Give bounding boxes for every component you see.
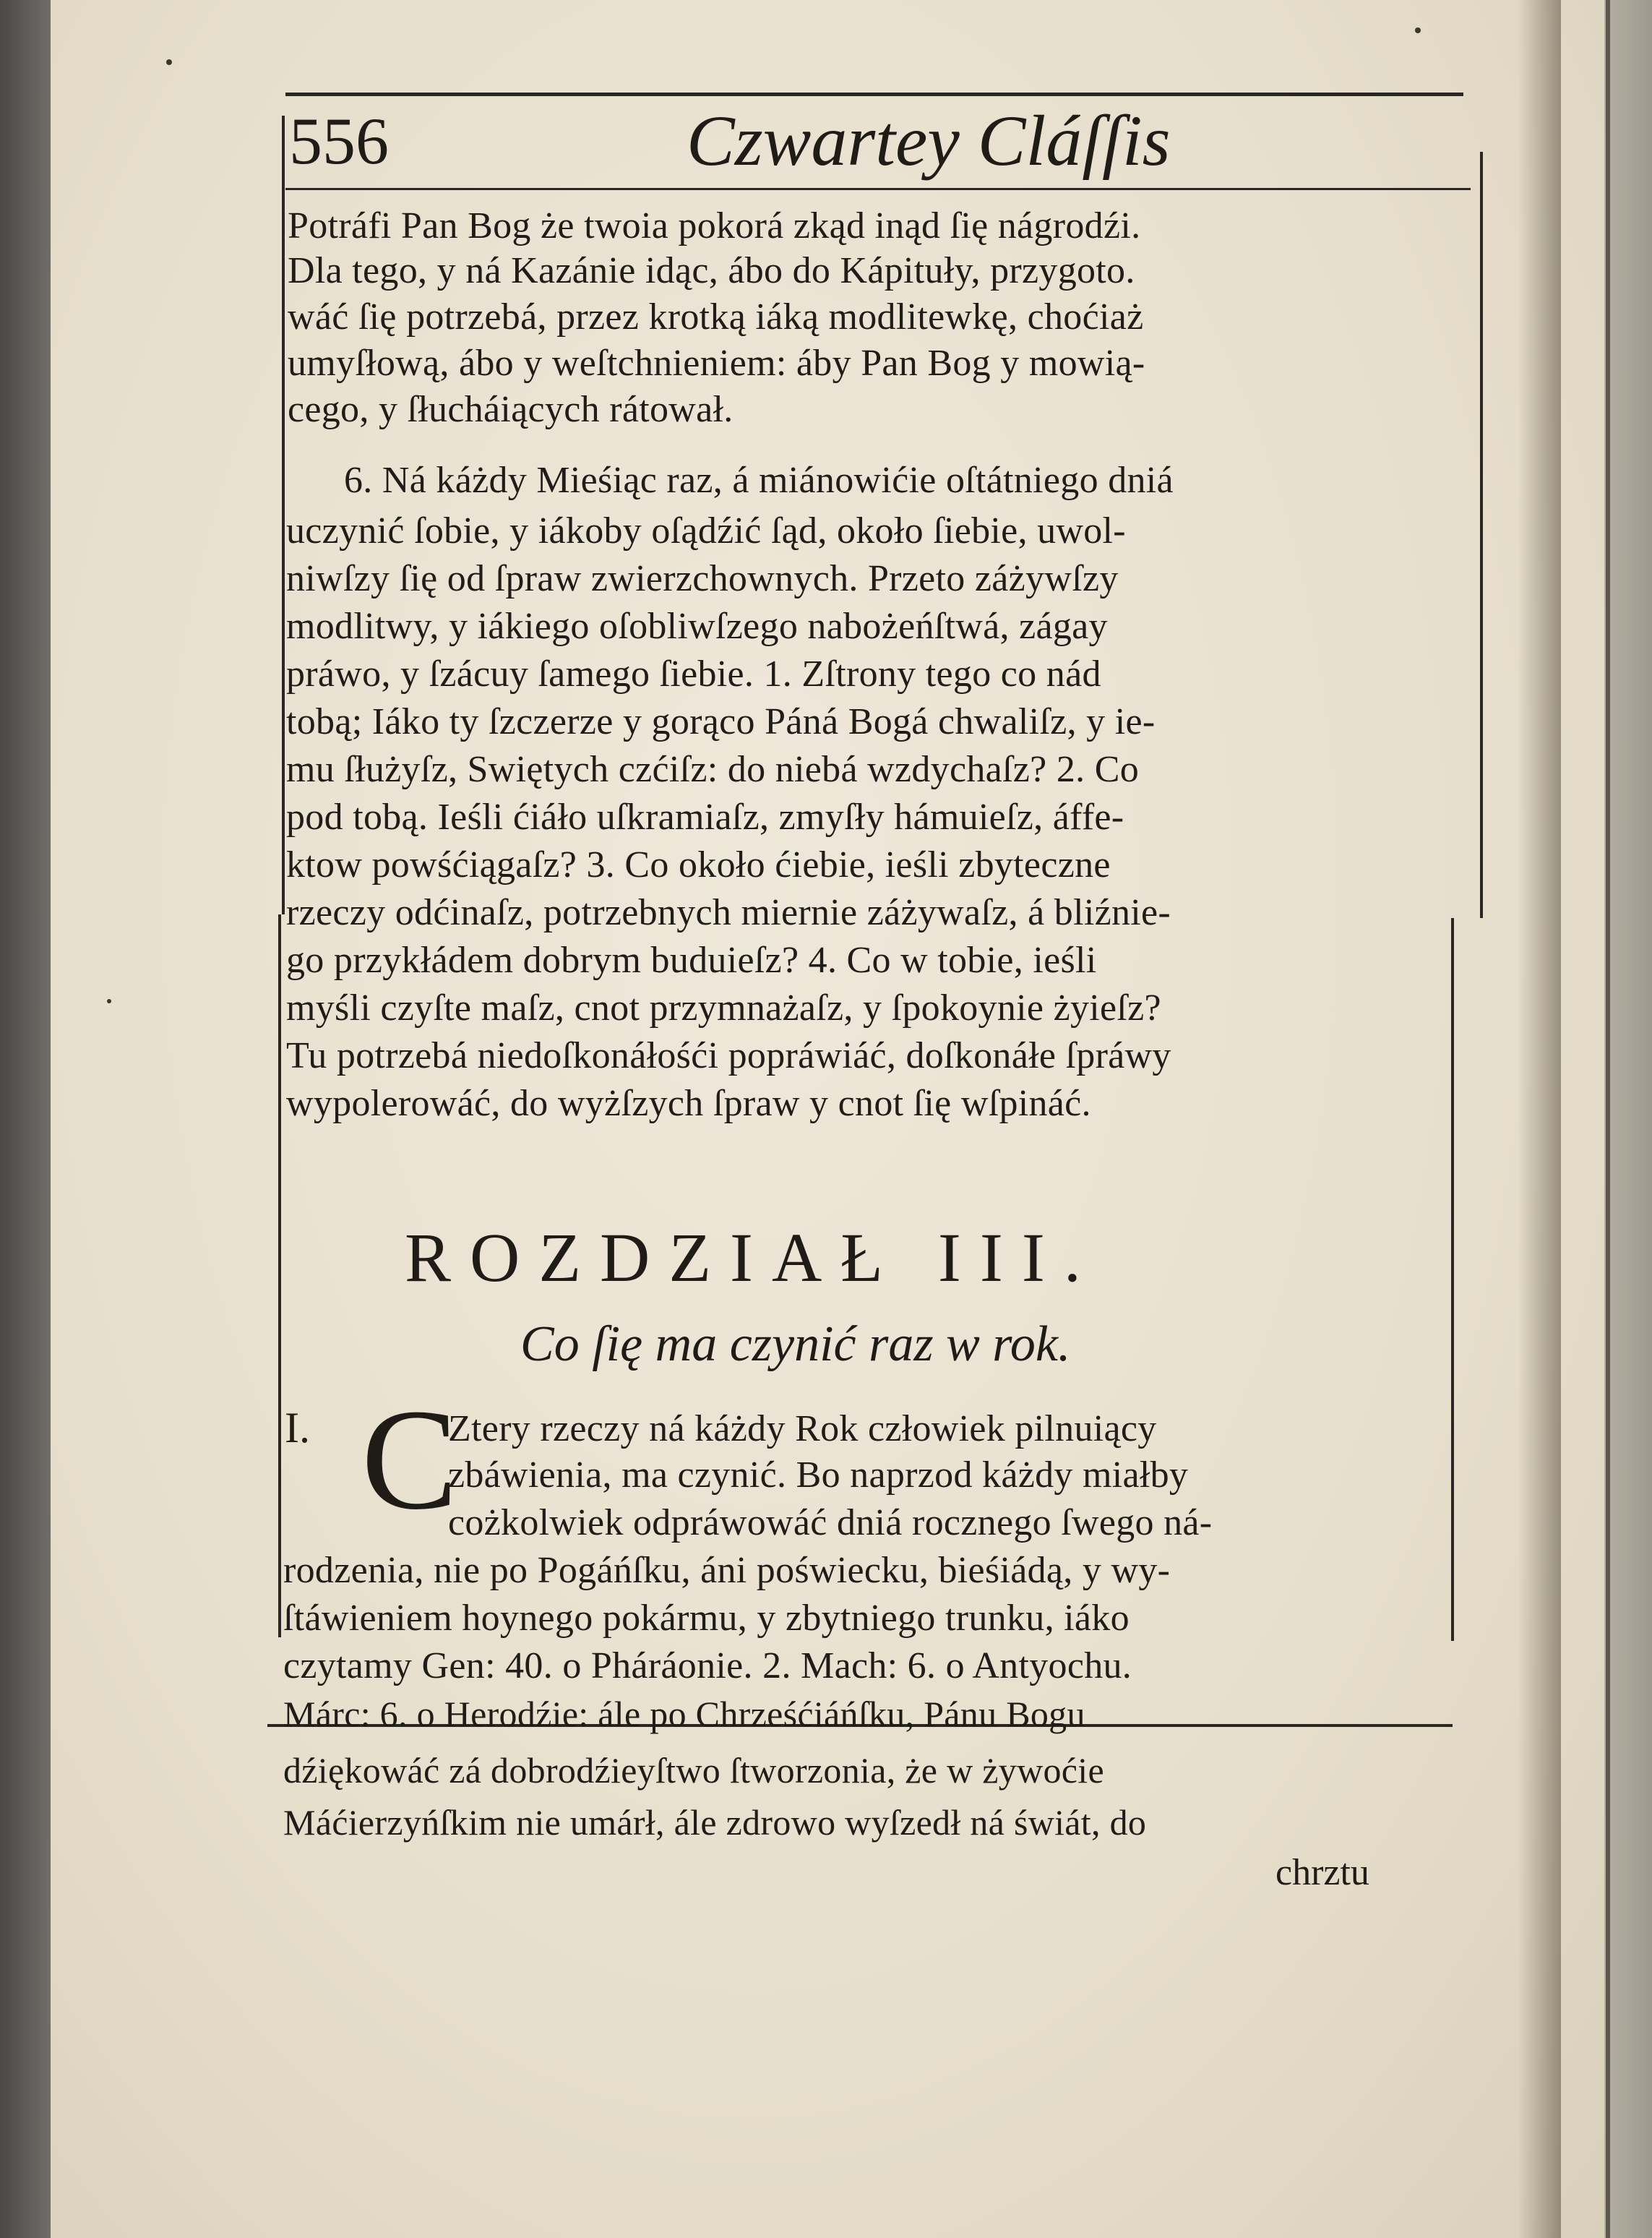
text-line: rodzenia, nie po Pogáńſku, áni poświecku, bieśiádą, y wy- xyxy=(283,1550,1171,1591)
chapter-subtitle: Co ſię ma czynić raz w rok. xyxy=(520,1316,1071,1372)
page-number: 556 xyxy=(289,104,389,178)
text-line: wáć ſię potrzebá, przez krotką iáką modlitewkę, choćiaż xyxy=(288,296,1144,338)
ink-speck xyxy=(166,59,172,65)
ink-speck xyxy=(1415,27,1421,33)
text-line: zbáwienia, ma czynić. Bo naprzod káżdy miałby xyxy=(448,1454,1189,1496)
frame-right-rule xyxy=(1451,918,1454,1641)
text-line: umyſłową, ábo y weſtchnieniem: áby Pan Bog y mowią- xyxy=(288,343,1145,384)
text-line: Tu potrzebá niedoſkonáłośći popráwiáć, doſkonáłe ſpráwy xyxy=(286,1035,1171,1076)
text-line: cożkolwiek odpráwowáć dniá rocznego ſwego ná- xyxy=(448,1502,1213,1543)
text-line: dźiękowáć zá dobrodźieyſtwo ſtworzonia, że w żywoćie xyxy=(283,1750,1104,1791)
text-line: ſtáwieniem hoynego pokármu, y zbytniego trunku, iáko xyxy=(283,1598,1130,1639)
text-line: práwo, y ſzácuy ſamego ſiebie. 1. Zſtrony tego co nád xyxy=(286,653,1101,695)
frame-left-rule xyxy=(282,116,285,914)
text-line: czytamy Gen: 40. o Pháráonie. 2. Mach: 6. o Antyochu. xyxy=(283,1645,1132,1686)
scan-page-edge xyxy=(1606,0,1610,2238)
text-line: modlitwy, y iákiego oſobliwſzego nabożeńſtwá, zágay xyxy=(286,606,1108,647)
text-line: Máćierzyńſkim nie umárł, ále zdrowo wyſzedł ná świát, do xyxy=(283,1802,1147,1843)
running-title: Czwartey Cláſſis xyxy=(687,100,1171,181)
chapter-title: ROZDZIAŁ III. xyxy=(405,1219,1100,1296)
text-line: mu ſłużyſz, Swiętych czćiſz: do niebá wzdychaſz? 2. Co xyxy=(286,749,1140,790)
text-line: myśli czyſte maſz, cnot przymnażaſz, y ſpokoynie żyieſz? xyxy=(286,987,1161,1029)
text-line: wypolerowáć, do wyżſzych ſpraw y cnot ſię wſpináć. xyxy=(286,1083,1091,1124)
text-line: go przykłádem dobrym buduieſz? 4. Co w tobie, ieśli xyxy=(286,940,1097,981)
header-underline xyxy=(285,188,1471,190)
page-gutter-shadow xyxy=(1518,0,1561,2238)
text-line: cego, y ſłucháiących rátował. xyxy=(288,389,733,430)
text-line: Márc: 6. o Herodźie: ále po Chrześćiáńſku, Pánu Bogu xyxy=(283,1694,1085,1734)
text-line: Potráfi Pan Bog że twoia pokorá zkąd inąd ſię nágrodźi. xyxy=(288,205,1141,246)
catchword: chrztu xyxy=(1275,1852,1369,1893)
header-rule xyxy=(285,93,1463,96)
frame-left-rule xyxy=(278,914,281,1637)
drop-cap: C xyxy=(361,1380,458,1540)
ink-speck xyxy=(107,999,111,1003)
text-line: niwſzy ſię od ſpraw zwierzchownych. Przeto záżywſzy xyxy=(286,558,1119,599)
text-line: ktow powśćiągaſz? 3. Co około ćiebie, ieśli zbyteczne xyxy=(286,844,1111,886)
section-number: I. xyxy=(285,1404,310,1452)
text-line: Dla tego, y ná Kazánie idąc, ábo do Kápituły, przygoto. xyxy=(288,250,1135,291)
text-line: rzeczy odćinaſz, potrzebnych miernie záżywaſz, á bliźnie- xyxy=(286,892,1171,933)
text-line: pod tobą. Ieśli ćiáło uſkramiaſz, zmyſły hámuieſz, áffe- xyxy=(286,797,1124,838)
text-line: 6. Ná káżdy Mieśiąc raz, á miánowićie oſtátniego dniá xyxy=(344,460,1174,501)
text-line: Ztery rzeczy ná káżdy Rok człowiek pilnuiący xyxy=(448,1408,1157,1449)
text-line: uczynić ſobie, y iákoby oſądźić ſąd, około ſiebie, uwol- xyxy=(286,510,1126,552)
frame-right-rule xyxy=(1480,152,1483,918)
text-line: tobą; Iáko ty ſzczerze y gorąco Páná Bogá chwaliſz, y ie- xyxy=(286,701,1156,742)
